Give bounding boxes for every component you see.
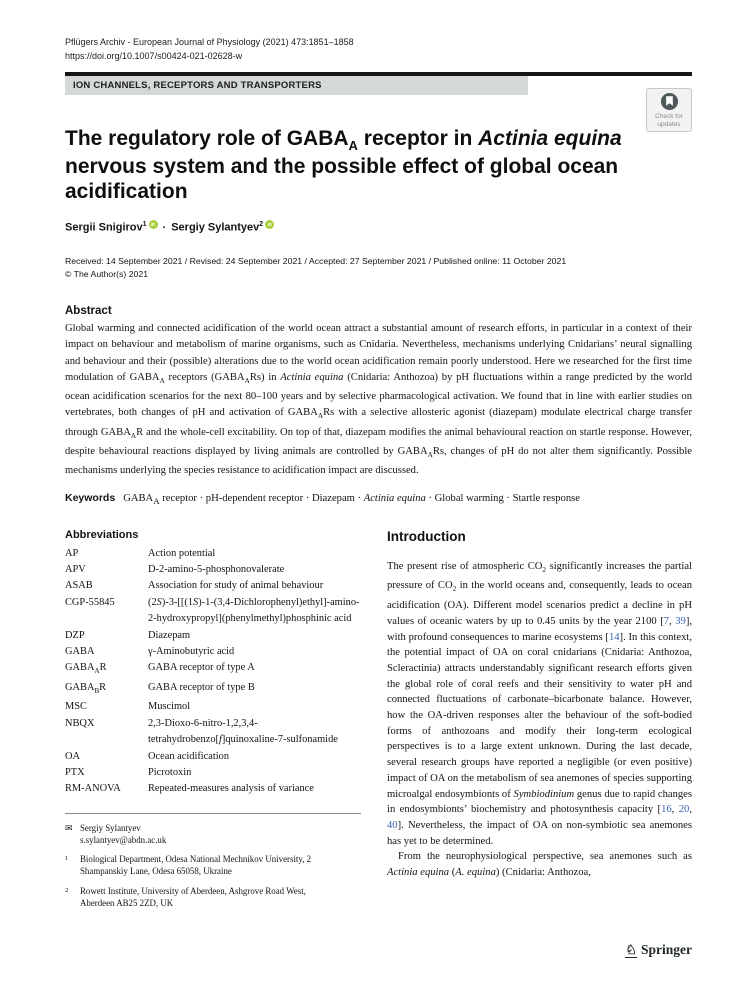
author-list [65, 221, 692, 234]
abstract-heading: Abstract [65, 305, 112, 318]
abbr-term: OA [65, 750, 81, 762]
abbr-term: APV [65, 563, 86, 575]
section-banner-area [65, 72, 692, 128]
keywords-line [65, 492, 692, 506]
abbr-term: CGP-55845 [65, 596, 115, 608]
affiliation-text: Biological Department, Odesa National Mechnikov University, 2 Shampanskiy Lane, Odesa 65058, Ukraine [80, 854, 312, 877]
affiliation [65, 854, 361, 878]
abbreviations-heading: Abbreviations [65, 528, 139, 541]
right-column [387, 529, 692, 918]
check-for-updates-button[interactable] [646, 88, 692, 132]
abbr-term: ASAB [65, 580, 93, 592]
abbr-def: Picrotoxin [148, 766, 192, 778]
abbr-term: GABA [65, 645, 95, 657]
abbr-def: Association for study of animal behaviour [148, 580, 324, 592]
author-name: Sergiy Sylantyev$^2$ [171, 221, 264, 234]
author-separator: · [162, 221, 167, 234]
affiliation-text: Rowett Institute, University of Aberdeen, Ashgrove Road West, Aberdeen AB25 2ZD, UK [80, 885, 306, 908]
abbr-def: γ-Aminobutyric acid [148, 645, 235, 657]
springer-horse-icon: ♘ [625, 941, 637, 957]
copyright-line: © The Author(s) 2021 [65, 268, 149, 279]
abbr-def: Diazepam [148, 629, 191, 641]
orcid-icon[interactable]: iD [149, 220, 158, 229]
author-affil-mark: 1 [142, 221, 147, 229]
footnote-block [65, 813, 361, 910]
journal-citation-line: Pflügers Archiv - European Journal of Physiology (2021) 473:1851–1858 [65, 37, 354, 47]
affiliation-number: 1 [65, 855, 69, 863]
abbr-term: DZP [65, 629, 85, 641]
corresponding-email[interactable]: s.sylantyev@abdn.ac.uk [80, 834, 167, 845]
dates-line: Received: 14 September 2021 / Revised: 24 September 2021 / Accepted: 27 September 2021 / Published online: 11 October 2021 [65, 255, 567, 266]
envelope-icon: ✉ [65, 822, 73, 833]
abbr-def: 2,3-Dioxo-6-nitro-1,2,3,4-tetrahydrobenzo[f]quinoxaline-7-sulfonamide [148, 717, 338, 746]
introduction-paragraph: The present rise of atmospheric $CO_2$ significantly increases the partial pressure of $CO_2$ in the world oceans and, consequently, leads to ocean acidification (OA). Different model scenarios predict a decline in pH values of oceanic waters by up to 0.45 units by the year 2100 [7, 39], with profound consequences to marine ecosystems [14]. In this context, the potential impact of OA on coral cnidarians (Cnidaria: Anthozoa, Scleractinia) attracts understandably significant research efforts given the global role of coral reefs and their sensitivity to water pH and connected fluctuations of carbonate–bicarbonate balance. However, how the OA-driven responses alter the behaviour of the soft-bodied forms of anthozoans and modify their long-term ecological perspectives is to a large extent unknown. During the last decade, several research groups have reported a negligible (or even positive) impact of OA on the metabolism of sea anemones of species supporting microalgal endosymbionts of Symbiodinium genus due to rapid changes in endosymbionts’ biochemistry and photosynthesis capacity [16, 20, 40]. Nevertheless, the impact of OA on non-symbiotic sea anemones has yet to be determined. [387, 560, 692, 847]
abbr-def: GABA receptor of type A [148, 662, 255, 674]
keywords-label: Keywords [65, 492, 116, 505]
abbr-term: RM-ANOVA [65, 783, 121, 795]
introduction-heading: Introduction [387, 528, 466, 544]
corresponding-author [65, 823, 361, 847]
abbr-term: AP [65, 547, 79, 559]
introduction-paragraph: From the neurophysiological perspective, sea anemones such as Actinia equina (A. equina) (Cnidaria: Anthozoa, [387, 851, 692, 879]
abbr-def: (2S)-3-[[(1S)-1-(3,4-Dichlorophenyl)ethyl]-amino-2-hydroxypropyl](phenylmethyl)phosphinic acid [148, 596, 360, 625]
abbr-def: Muscimol [148, 701, 191, 713]
orcid-icon[interactable]: iD [265, 220, 274, 229]
abbr-term: $GABA_BR$ [65, 681, 107, 695]
abbr-term: NBQX [65, 717, 95, 729]
springer-logo [625, 942, 692, 958]
author-name: Sergii Snigirov$^1$ [65, 221, 147, 234]
abbr-def: Action potential [148, 547, 216, 559]
abstract-text: Global warming and connected acidification of the world ocean attract a substantial amount of research efforts, in particular in a context of their impact on behaviour and metabolism of marine organisms, such as Cnidaria. Nevertheless, mechanisms underlying Cnidarians’ neural signalling and behaviour and their (possible) alterations due to the world ocean acidification remain poorly understood. Here we researched for the first time modulation of $GABA_A$ receptors $(GABA_ARs)$ in Actinia equina (Cnidaria: Anthozoa) by pH fluctuations within a range predicted by the world ocean acidification scenarios for the next 80–100 years and by selective pharmacological activation. We found that in line with earlier studies on vertebrates, both changes of pH and activation of $GABA_ARs$ with a selective allosteric agonist (diazepam) modulate electrical charge transfer through $GABA_AR$ and the whole-cell excitability. On top of that, diazepam modifies the animal behavioural reaction on startle response. However, despite behavioural reactions displayed by living animals are controlled by $GABA_ARs$, changes of pH do not alter them significantly. Possible mechanisms underlying the species resistance to acidification impact are discussed. [65, 323, 693, 477]
article-type-banner: ION CHANNELS, RECEPTORS AND TRANSPORTERS [65, 76, 528, 95]
publication-history [65, 255, 692, 280]
abbr-def: Ocean acidification [148, 750, 230, 762]
keywords-text: $GABA_A$ receptor · pH-dependent receptor · Diazepam · Actinia equina · Global warming · Startle response [123, 493, 580, 507]
abbreviations-list [65, 546, 361, 798]
check-updates-label: Check for updates [655, 113, 683, 128]
publisher-name: Springer [640, 942, 692, 957]
page-title: The regulatory role of $GABA_A$ receptor in Actinia equina nervous system and the possible effect of global ocean acidification [65, 127, 622, 204]
abbr-term: PTX [65, 766, 85, 778]
doi-link[interactable]: https://doi.org/10.1007/s00424-021-02628-w [65, 51, 243, 62]
abbr-term: MSC [65, 701, 87, 713]
left-column [65, 529, 361, 918]
affiliation-number: 2 [65, 886, 69, 894]
author-affil-mark: 2 [259, 221, 264, 229]
abbr-def: Repeated-measures analysis of variance [148, 783, 314, 795]
abbr-def: D-2-amino-5-phosphonovalerate [148, 563, 285, 575]
abbr-def: GABA receptor of type B [148, 681, 255, 693]
abbr-term: $GABA_AR$ [65, 662, 107, 676]
journal-header [65, 36, 692, 63]
affiliation [65, 886, 361, 910]
corresponding-name: Sergiy Sylantyev [80, 822, 141, 833]
check-updates-icon [660, 92, 679, 111]
